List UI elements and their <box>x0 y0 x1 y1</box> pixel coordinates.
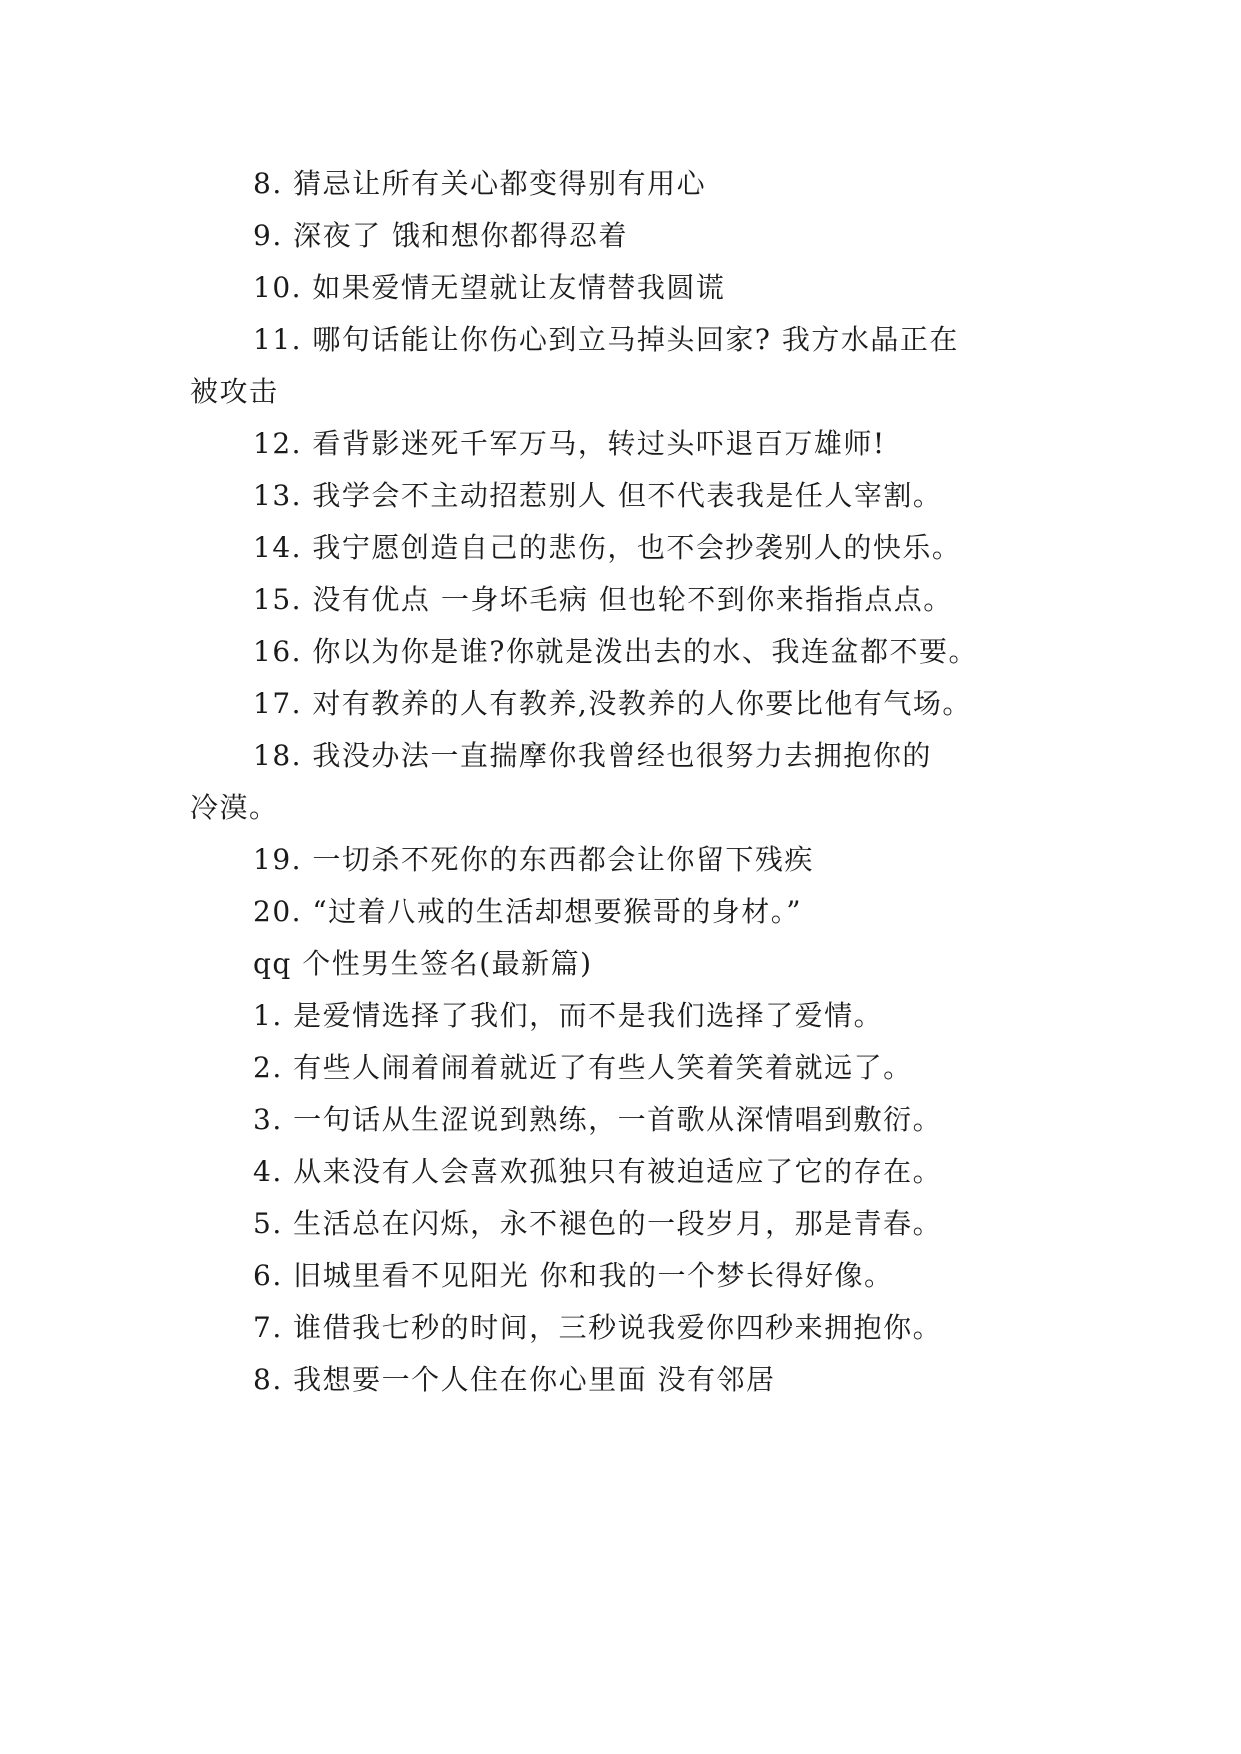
list-item-11-continuation: 被攻击 <box>190 375 279 408</box>
list-item-8b: 8. 我想要一个人住在你心里面 没有邻居 <box>253 1363 776 1396</box>
list-item-18-continuation: 冷漠。 <box>190 791 279 824</box>
list-item-17: 17. 对有教养的人有教养,没教养的人你要比他有气场。 <box>253 687 972 720</box>
list-item-12: 12. 看背影迷死千军万马，转过头吓退百万雄师! <box>253 427 886 460</box>
list-item-14: 14. 我宁愿创造自己的悲伤，也不会抄袭别人的快乐。 <box>253 531 962 564</box>
list-item-7: 7. 谁借我七秒的时间，三秒说我爱你四秒来拥抱你。 <box>253 1311 943 1344</box>
list-item-8: 8. 猜忌让所有关心都变得别有用心 <box>253 167 707 200</box>
list-item-3: 3. 一句话从生涩说到熟练，一首歌从深情唱到敷衍。 <box>253 1103 943 1136</box>
list-item-18: 18. 我没办法一直揣摩你我曾经也很努力去拥抱你的 <box>253 739 932 772</box>
list-item-19: 19. 一切杀不死你的东西都会让你留下残疾 <box>253 843 814 876</box>
list-item-20: 20. “过着八戒的生活却想要猴哥的身材。” <box>253 895 803 928</box>
list-item-2: 2. 有些人闹着闹着就近了有些人笑着笑着就远了。 <box>253 1051 913 1084</box>
list-item-1: 1. 是爱情选择了我们，而不是我们选择了爱情。 <box>253 999 884 1032</box>
list-item-5: 5. 生活总在闪烁，永不褪色的一段岁月，那是青春。 <box>253 1207 943 1240</box>
list-item-11: 11. 哪句话能让你伤心到立马掉头回家? 我方水晶正在 <box>253 323 959 356</box>
list-item-15: 15. 没有优点 一身坏毛病 但也轮不到你来指指点点。 <box>253 583 953 616</box>
list-item-10: 10. 如果爱情无望就让友情替我圆谎 <box>253 271 726 304</box>
list-item-4: 4. 从来没有人会喜欢孤独只有被迫适应了它的存在。 <box>253 1155 943 1188</box>
list-item-6: 6. 旧城里看不见阳光 你和我的一个梦长得好像。 <box>253 1259 894 1292</box>
list-item-13: 13. 我学会不主动招惹别人 但不代表我是任人宰割。 <box>253 479 943 512</box>
section-heading: qq 个性男生签名(最新篇) <box>253 947 593 980</box>
list-item-9: 9. 深夜了 饿和想你都得忍着 <box>253 219 629 252</box>
list-item-16: 16. 你以为你是谁?你就是泼出去的水、我连盆都不要。 <box>253 635 978 668</box>
